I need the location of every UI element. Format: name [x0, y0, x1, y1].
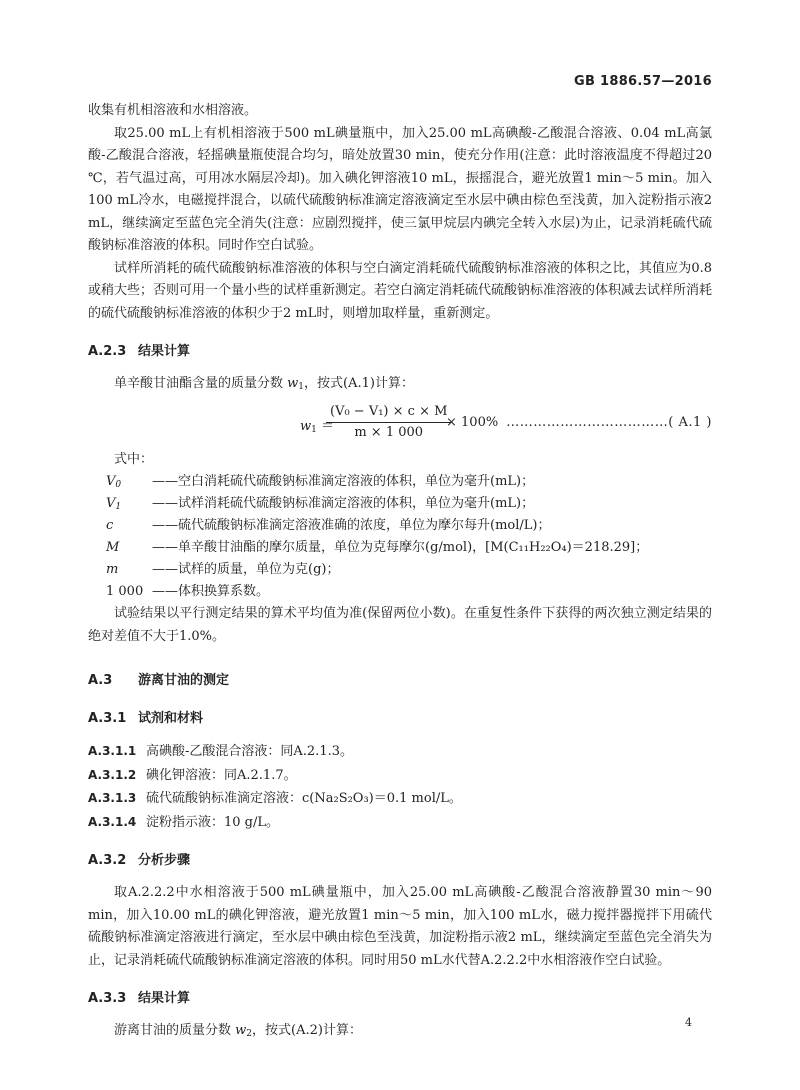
- definition-text: ——试样的质量，单位为克(g)；: [152, 562, 340, 577]
- section-a31-heading: [88, 708, 712, 730]
- section-number: A.3.1: [88, 711, 127, 726]
- formula-intro: 单辛酸甘油酯含量的质量分数 $w_1$，按式(A.1)计算：: [114, 376, 414, 392]
- definition-text: ——体积换算系数。: [152, 584, 270, 599]
- section-a3-heading: [88, 670, 712, 692]
- where-label: 式中：: [114, 451, 154, 467]
- formula-a1: [88, 403, 712, 443]
- section-title: 结果计算: [138, 344, 191, 359]
- formula-rhs: × 100%: [446, 414, 499, 430]
- formula-numerator: (V₀ − V₁) × c × M: [326, 403, 451, 423]
- definition-item: [106, 581, 712, 603]
- definition-text: ——试样消耗硫代硫酸钠标准滴定溶液的体积，单位为毫升(mL)；: [152, 496, 535, 511]
- section-title: 试剂和材料: [138, 711, 204, 726]
- section-a32-heading: [88, 850, 712, 872]
- definition-symbol: $V_1$: [106, 496, 122, 512]
- section-title: 分析步骤: [138, 853, 191, 868]
- definition-item: [106, 537, 712, 559]
- volume-ratio-paragraph: 试样所消耗的硫代硫酸钠标准溶液的体积与空白滴定消耗硫代硫酸钠标准溶液的体积之比，其值应为0.8或稍大些；否则可用一个量小些的试样重新测定。若空白滴定消耗硫代硫酸钠标准溶液的体积减去试样所消耗的硫代硫酸钠标准溶液的体积少于2 mL时，则增加取样量，重新测定。: [88, 260, 713, 321]
- section-number: A.2.3: [88, 344, 127, 359]
- definition-item: [106, 515, 712, 537]
- section-a23-heading: [88, 341, 712, 363]
- definition-symbol: 1 000: [106, 584, 144, 599]
- reagent-item: A.3.1.3 硫代硫酸钠标准滴定溶液：c(Na₂S₂O₃)＝0.1 mol/L。: [88, 791, 462, 806]
- standard-header: GB 1886.57—2016: [574, 74, 712, 89]
- reagents-list: [88, 740, 712, 834]
- formula-a2-intro: 游离甘油的质量分数 $w_2$，按式(A.2)计算：: [114, 1023, 362, 1039]
- definition-symbol: $V_0$: [106, 474, 122, 490]
- definitions-list: [106, 471, 712, 603]
- formula-denominator: m × 1 000: [354, 424, 424, 440]
- formula-reference: ………………………………( A.1 ): [506, 414, 712, 430]
- document-body: [88, 100, 712, 1046]
- reagent-item: A.3.1.2 碘化钾溶液：同A.2.1.7。: [88, 767, 297, 783]
- intro-paragraph: 收集有机相溶液和水相溶液。: [88, 103, 258, 118]
- procedure-paragraph: 取25.00 mL上有机相溶液于500 mL碘量瓶中，加入25.00 mL高碘酸-乙酸混合溶液、0.04 mL高氯酸-乙酸混合溶液，轻摇碘量瓶使混合均匀，暗处放置30 min，使充分作用(注意：此时溶液温度不得超过20 ℃，若气温过高，可用冰水隔层冷却)。加入碘化钾溶液10 mL，振摇混合，避光放置1 min～5 min。加入100 mL冷水，电磁搅拌混合，以硫代硫酸钠标准滴定溶液滴定至水层中碘由棕色至浅黄，加入淀粉指示液2 mL，继续滴定至蓝色完全消失(注意：应剧烈搅拌，使三氯甲烷层内碘完全转入水层)为止，记录消耗硫代硫酸钠标准溶液的体积。同时作空白试验。: [88, 125, 712, 253]
- definition-text: ——单辛酸甘油酯的摩尔质量，单位为克每摩尔(g/mol)，[M(C₁₁H₂₂O₄)＝218.29]；: [152, 540, 649, 555]
- glycerol-procedure-paragraph: 取A.2.2.2中水相溶液于500 mL碘量瓶中，加入25.00 mL高碘酸-乙酸混合溶液静置30 min～90 min，加入10.00 mL的碘化钾溶液，避光放置1 min～5 min，加入100 mL水，磁力搅拌器搅拌下用硫代硫酸钠标准滴定溶液进行滴定，至水层中碘由棕色至浅黄，加淀粉指示液2 mL，继续滴定至蓝色完全消失为止，记录消耗硫代硫酸钠标准滴定溶液的体积。同时用50 mL水代替A.2.2.2中水相溶液作空白试验。: [88, 885, 712, 968]
- formula-lhs: $w_1$ ＝: [300, 418, 335, 435]
- section-title: 结果计算: [138, 991, 191, 1006]
- formula-fraction: [326, 403, 451, 442]
- section-number: A.3.2: [88, 853, 127, 868]
- section-a33-heading: [88, 988, 712, 1010]
- definition-text: ——硫代硫酸钠标准滴定溶液准确的浓度，单位为摩尔每升(mol/L)；: [152, 518, 551, 533]
- definition-symbol: c: [106, 518, 114, 533]
- section-number: A.3.3: [88, 991, 127, 1006]
- definition-item: [106, 559, 712, 581]
- section-title: 游离甘油的测定: [138, 673, 230, 688]
- definition-symbol: M: [106, 540, 120, 555]
- definition-text: ——空白消耗硫代硫酸钠标准滴定溶液的体积，单位为毫升(mL)；: [152, 474, 535, 489]
- result-precision-paragraph: 试验结果以平行测定结果的算术平均值为准(保留两位小数)。在重复性条件下获得的两次独立测定结果的绝对差值不大于1.0%。: [88, 606, 712, 644]
- reagent-item: A.3.1.4 淀粉指示液：10 g/L。: [88, 814, 280, 830]
- definition-item: [106, 471, 712, 493]
- section-number: A.3: [88, 673, 113, 688]
- reagent-item: A.3.1.1 高碘酸-乙酸混合溶液：同A.2.1.3。: [88, 744, 353, 759]
- page-number: 4: [685, 1016, 692, 1029]
- definition-item: [106, 493, 712, 515]
- definition-symbol: m: [106, 562, 119, 577]
